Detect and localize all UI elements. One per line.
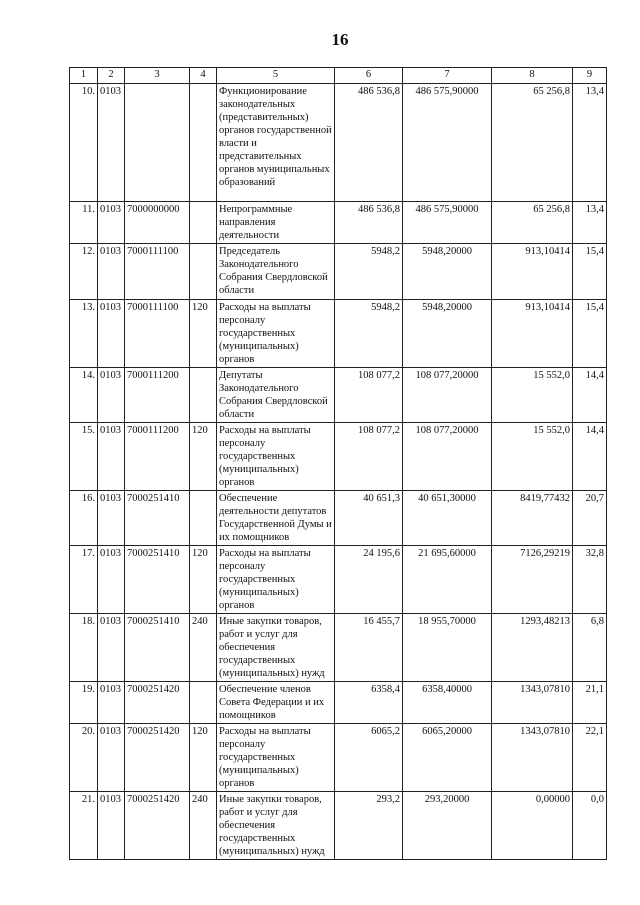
execution-percent: 20,7: [573, 491, 607, 546]
section-code: 0103: [98, 423, 125, 491]
row-number: 12.: [70, 244, 98, 300]
planned-amount: 5948,2: [335, 244, 403, 300]
allocated-amount: 486 575,90000: [403, 84, 492, 202]
row-number: 10.: [70, 84, 98, 202]
target-article-code: 7000251420: [125, 724, 190, 792]
expense-type-code: [190, 202, 217, 244]
expense-type-code: [190, 682, 217, 724]
item-name: Обеспечение деятельности депутатов Государственной Думы и их помощников: [217, 491, 335, 546]
target-article-code: 7000000000: [125, 202, 190, 244]
item-name: Функционирование законодательных (представительных) органов государственной власти и представительных органов муниципальных образований: [217, 84, 335, 202]
section-code: 0103: [98, 724, 125, 792]
item-name: Расходы на выплаты персоналу государственных (муниципальных) органов: [217, 724, 335, 792]
expense-type-code: [190, 491, 217, 546]
allocated-amount: 486 575,90000: [403, 202, 492, 244]
row-number: 17.: [70, 546, 98, 614]
executed-amount: 1343,07810: [492, 682, 573, 724]
item-name: Расходы на выплаты персоналу государственных (муниципальных) органов: [217, 423, 335, 491]
table-body: [70, 84, 607, 860]
column-header: 9: [573, 68, 607, 84]
execution-percent: 21,1: [573, 682, 607, 724]
table-row: [70, 724, 607, 792]
row-number: 19.: [70, 682, 98, 724]
expense-type-code: 240: [190, 614, 217, 682]
executed-amount: 1293,48213: [492, 614, 573, 682]
row-number: 13.: [70, 300, 98, 368]
target-article-code: 7000251420: [125, 792, 190, 860]
item-name: Расходы на выплаты персоналу государственных (муниципальных) органов: [217, 546, 335, 614]
table-row: [70, 244, 607, 300]
column-header: 7: [403, 68, 492, 84]
executed-amount: 65 256,8: [492, 202, 573, 244]
execution-percent: 14,4: [573, 368, 607, 423]
row-number: 15.: [70, 423, 98, 491]
allocated-amount: 21 695,60000: [403, 546, 492, 614]
section-code: 0103: [98, 682, 125, 724]
item-name: Иные закупки товаров, работ и услуг для обеспечения государственных (муниципальных) нужд: [217, 792, 335, 860]
planned-amount: 24 195,6: [335, 546, 403, 614]
table-row: [70, 614, 607, 682]
execution-percent: 13,4: [573, 84, 607, 202]
execution-percent: 15,4: [573, 244, 607, 300]
row-number: 18.: [70, 614, 98, 682]
execution-percent: 0,0: [573, 792, 607, 860]
expense-type-code: 120: [190, 546, 217, 614]
allocated-amount: 108 077,20000: [403, 368, 492, 423]
allocated-amount: 5948,20000: [403, 300, 492, 368]
planned-amount: 486 536,8: [335, 84, 403, 202]
column-header: 5: [217, 68, 335, 84]
execution-percent: 15,4: [573, 300, 607, 368]
section-code: 0103: [98, 792, 125, 860]
item-name: Расходы на выплаты персоналу государственных (муниципальных) органов: [217, 300, 335, 368]
column-header: 8: [492, 68, 573, 84]
executed-amount: 913,10414: [492, 300, 573, 368]
table-row: [70, 491, 607, 546]
planned-amount: 486 536,8: [335, 202, 403, 244]
execution-percent: 13,4: [573, 202, 607, 244]
page-number: 16: [331, 30, 349, 49]
target-article-code: 7000251410: [125, 491, 190, 546]
executed-amount: 1343,07810: [492, 724, 573, 792]
allocated-amount: 40 651,30000: [403, 491, 492, 546]
table-header-row: [70, 68, 607, 84]
executed-amount: 7126,29219: [492, 546, 573, 614]
item-name: Председатель Законодательного Собрания Свердловской области: [217, 244, 335, 300]
section-code: 0103: [98, 84, 125, 202]
expense-type-code: [190, 368, 217, 423]
executed-amount: 65 256,8: [492, 84, 573, 202]
allocated-amount: 18 955,70000: [403, 614, 492, 682]
table-row: [70, 792, 607, 860]
allocated-amount: 108 077,20000: [403, 423, 492, 491]
expense-type-code: 240: [190, 792, 217, 860]
section-code: 0103: [98, 491, 125, 546]
target-article-code: 7000111100: [125, 300, 190, 368]
planned-amount: 5948,2: [335, 300, 403, 368]
section-code: 0103: [98, 300, 125, 368]
execution-percent: 14,4: [573, 423, 607, 491]
column-header: 6: [335, 68, 403, 84]
expense-type-code: [190, 84, 217, 202]
target-article-code: 7000111200: [125, 368, 190, 423]
planned-amount: 108 077,2: [335, 368, 403, 423]
executed-amount: 0,00000: [492, 792, 573, 860]
table-row: [70, 368, 607, 423]
column-header: 4: [190, 68, 217, 84]
target-article-code: [125, 84, 190, 202]
column-header: 3: [125, 68, 190, 84]
target-article-code: 7000111200: [125, 423, 190, 491]
target-article-code: 7000251420: [125, 682, 190, 724]
item-name: Обеспечение членов Совета Федерации и их помощников: [217, 682, 335, 724]
table-row: [70, 202, 607, 244]
section-code: 0103: [98, 368, 125, 423]
item-name: Депутаты Законодательного Собрания Свердловской области: [217, 368, 335, 423]
planned-amount: 108 077,2: [335, 423, 403, 491]
row-number: 16.: [70, 491, 98, 546]
allocated-amount: 6358,40000: [403, 682, 492, 724]
item-name: Иные закупки товаров, работ и услуг для обеспечения государственных (муниципальных) нужд: [217, 614, 335, 682]
expense-type-code: [190, 244, 217, 300]
row-number: 14.: [70, 368, 98, 423]
expense-type-code: 120: [190, 300, 217, 368]
executed-amount: 913,10414: [492, 244, 573, 300]
section-code: 0103: [98, 244, 125, 300]
executed-amount: 15 552,0: [492, 368, 573, 423]
row-number: 20.: [70, 724, 98, 792]
execution-percent: 22,1: [573, 724, 607, 792]
table-row: [70, 423, 607, 491]
table-row: [70, 84, 607, 202]
planned-amount: 6065,2: [335, 724, 403, 792]
planned-amount: 293,2: [335, 792, 403, 860]
planned-amount: 16 455,7: [335, 614, 403, 682]
execution-percent: 32,8: [573, 546, 607, 614]
row-number: 11.: [70, 202, 98, 244]
expense-type-code: 120: [190, 423, 217, 491]
table-row: [70, 682, 607, 724]
table-row: [70, 546, 607, 614]
budget-table: [69, 67, 607, 860]
allocated-amount: 293,20000: [403, 792, 492, 860]
expense-type-code: 120: [190, 724, 217, 792]
table-row: [70, 300, 607, 368]
column-header: 2: [98, 68, 125, 84]
row-number: 21.: [70, 792, 98, 860]
item-name: Непрограммные направления деятельности: [217, 202, 335, 244]
allocated-amount: 5948,20000: [403, 244, 492, 300]
section-code: 0103: [98, 546, 125, 614]
planned-amount: 40 651,3: [335, 491, 403, 546]
planned-amount: 6358,4: [335, 682, 403, 724]
target-article-code: 7000111100: [125, 244, 190, 300]
executed-amount: 15 552,0: [492, 423, 573, 491]
target-article-code: 7000251410: [125, 614, 190, 682]
target-article-code: 7000251410: [125, 546, 190, 614]
section-code: 0103: [98, 202, 125, 244]
column-header: 1: [70, 68, 98, 84]
execution-percent: 6,8: [573, 614, 607, 682]
section-code: 0103: [98, 614, 125, 682]
allocated-amount: 6065,20000: [403, 724, 492, 792]
executed-amount: 8419,77432: [492, 491, 573, 546]
